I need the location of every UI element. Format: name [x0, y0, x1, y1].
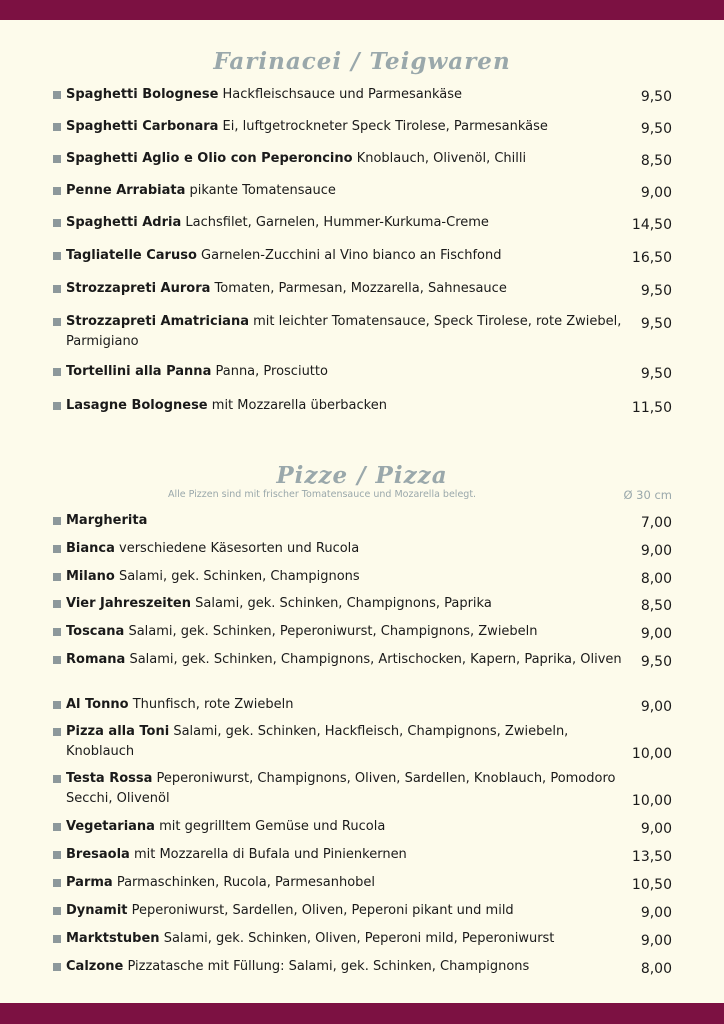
pizza-size: Ø 30 cm [623, 488, 672, 502]
item-ingredients: mit Mozzarella di Bufala und Pinienkernen [133, 847, 407, 862]
bullet-icon [53, 851, 61, 859]
item-ingredients: Salami, gek. Schinken, Oliven, Peperoni mild, Peperoniwurst [163, 931, 555, 946]
item-ingredients: Peperoniwurst, Sardellen, Oliven, Peperoni pikant und mild [131, 903, 514, 918]
item-name: Pizza alla Toni [66, 724, 170, 739]
bullet-icon [53, 318, 61, 326]
bullet-icon [53, 573, 61, 581]
item-name: Lasagne Bolognese [66, 398, 208, 413]
bullet-icon [53, 155, 61, 163]
item-price: 9,50 [640, 283, 672, 299]
section-title-farinacei: Farinacei / Teigwaren [213, 48, 511, 75]
item-description [66, 246, 622, 266]
item-description [66, 901, 622, 921]
item-price: 8,50 [640, 153, 672, 169]
item-description [66, 594, 622, 614]
item-description [66, 817, 622, 837]
item-description [66, 650, 622, 670]
item-price: 10,00 [631, 793, 672, 809]
item-description [66, 769, 622, 809]
bullet-icon [53, 823, 61, 831]
item-ingredients: Salami, gek. Schinken, Champignons, Artischocken, Kapern, Paprika, Oliven [129, 652, 622, 667]
item-description [66, 957, 622, 977]
item-price: 13,50 [631, 849, 672, 865]
item-name: Spaghetti Bolognese [66, 87, 219, 102]
item-description [66, 149, 622, 169]
item-description [66, 622, 622, 642]
bullet-icon [53, 123, 61, 131]
item-ingredients: Tomaten, Parmesan, Mozzarella, Sahnesauce [214, 281, 507, 296]
item-price: 9,00 [640, 185, 672, 201]
item-description [66, 873, 622, 893]
item-price: 9,00 [640, 933, 672, 949]
item-name: Penne Arrabiata [66, 183, 186, 198]
item-description [66, 695, 622, 715]
bullet-icon [53, 219, 61, 227]
item-name: Tortellini alla Panna [66, 364, 212, 379]
bullet-icon [53, 701, 61, 709]
item-price: 9,00 [640, 905, 672, 921]
item-ingredients: mit Mozzarella überbacken [211, 398, 387, 413]
bullet-icon [53, 775, 61, 783]
item-price: 8,50 [640, 598, 672, 614]
item-price: 10,50 [631, 877, 672, 893]
item-ingredients: Salami, gek. Schinken, Champignons [118, 569, 360, 584]
item-price: 9,00 [640, 543, 672, 559]
bullet-icon [53, 285, 61, 293]
bullet-icon [53, 656, 61, 664]
item-price: 11,50 [631, 400, 672, 416]
item-name: Al Tonno [66, 697, 129, 712]
item-name: Spaghetti Adria [66, 215, 182, 230]
item-ingredients: Peperoniwurst, Champignons, Oliven, Sardellen, Knoblauch, Pomodoro Secchi, Olivenöl [66, 771, 616, 806]
item-price: 10,00 [631, 746, 672, 762]
item-name: Dynamit [66, 903, 128, 918]
item-description [66, 279, 622, 299]
item-name: Vier Jahreszeiten [66, 596, 191, 611]
bullet-icon [53, 879, 61, 887]
item-price: 8,00 [640, 961, 672, 977]
bullet-icon [53, 600, 61, 608]
item-description [66, 312, 622, 352]
item-description [66, 117, 622, 137]
item-ingredients: Salami, gek. Schinken, Hackfleisch, Champignons, Zwiebeln, Knoblauch [66, 724, 569, 759]
item-price: 8,00 [640, 571, 672, 587]
item-name: Calzone [66, 959, 124, 974]
item-price: 16,50 [631, 250, 672, 266]
pizza-note: Alle Pizzen sind mit frischer Tomatensauce und Mozarella belegt. [168, 489, 477, 500]
item-name: Marktstuben [66, 931, 160, 946]
bullet-icon [53, 252, 61, 260]
item-description [66, 362, 622, 382]
item-price: 9,50 [640, 366, 672, 382]
item-ingredients: Panna, Prosciutto [215, 364, 328, 379]
item-ingredients: mit gegrilltem Gemüse und Rucola [159, 819, 386, 834]
bullet-icon [53, 907, 61, 915]
item-description [66, 929, 622, 949]
item-description [66, 213, 622, 233]
item-price: 9,50 [640, 121, 672, 137]
item-name: Testa Rossa [66, 771, 153, 786]
item-price: 9,00 [640, 699, 672, 715]
item-name: Tagliatelle Caruso [66, 248, 197, 263]
section-title-pizze: Pizze / Pizza [276, 462, 448, 489]
item-description [66, 85, 622, 105]
item-name: Toscana [66, 624, 125, 639]
item-ingredients: Thunfisch, rote Zwiebeln [132, 697, 294, 712]
item-price: 9,00 [640, 626, 672, 642]
item-ingredients: Pizzatasche mit Füllung: Salami, gek. Schinken, Champignons [127, 959, 530, 974]
item-ingredients: Hackfleischsauce und Parmesankäse [222, 87, 463, 102]
item-name: Spaghetti Aglio e Olio con Peperoncino [66, 151, 353, 166]
item-price: 9,50 [640, 316, 672, 332]
item-price: 9,50 [640, 89, 672, 105]
bottom-band [0, 1003, 724, 1024]
item-description [66, 539, 622, 559]
item-price: 9,50 [640, 654, 672, 670]
item-ingredients: pikante Tomatensauce [189, 183, 336, 198]
bullet-icon [53, 402, 61, 410]
item-name: Spaghetti Carbonara [66, 119, 219, 134]
bullet-icon [53, 187, 61, 195]
item-price: 14,50 [631, 217, 672, 233]
item-description [66, 722, 622, 762]
top-band [0, 0, 724, 20]
bullet-icon [53, 368, 61, 376]
item-ingredients: Garnelen-Zucchini al Vino bianco an Fischfond [201, 248, 502, 263]
item-ingredients: mit leichter Tomatensauce, Speck Tirolese, rote Zwiebel, Parmigiano [66, 314, 622, 349]
item-price: 7,00 [640, 515, 672, 531]
item-ingredients: Lachsfilet, Garnelen, Hummer-Kurkuma-Creme [185, 215, 489, 230]
item-name: Strozzapreti Amatriciana [66, 314, 249, 329]
item-name: Strozzapreti Aurora [66, 281, 211, 296]
item-name: Bresaola [66, 847, 130, 862]
item-ingredients: Salami, gek. Schinken, Champignons, Paprika [195, 596, 492, 611]
bullet-icon [53, 628, 61, 636]
item-description [66, 845, 622, 865]
item-name: Parma [66, 875, 113, 890]
bullet-icon [53, 517, 61, 525]
item-ingredients: Knoblauch, Olivenöl, Chilli [356, 151, 527, 166]
item-name: Romana [66, 652, 126, 667]
item-ingredients: Ei, luftgetrockneter Speck Tirolese, Parmesankäse [222, 119, 548, 134]
item-description [66, 396, 622, 416]
bullet-icon [53, 935, 61, 943]
bullet-icon [53, 963, 61, 971]
item-description [66, 567, 622, 587]
item-description [66, 511, 622, 531]
bullet-icon [53, 545, 61, 553]
item-name: Milano [66, 569, 115, 584]
bullet-icon [53, 91, 61, 99]
item-ingredients: verschiedene Käsesorten und Rucola [119, 541, 360, 556]
item-name: Margherita [66, 513, 148, 528]
item-price: 9,00 [640, 821, 672, 837]
item-name: Bianca [66, 541, 115, 556]
item-name: Vegetariana [66, 819, 155, 834]
bullet-icon [53, 728, 61, 736]
item-ingredients: Salami, gek. Schinken, Peperoniwurst, Champignons, Zwiebeln [128, 624, 538, 639]
item-ingredients: Parmaschinken, Rucola, Parmesanhobel [116, 875, 376, 890]
item-description [66, 181, 622, 201]
